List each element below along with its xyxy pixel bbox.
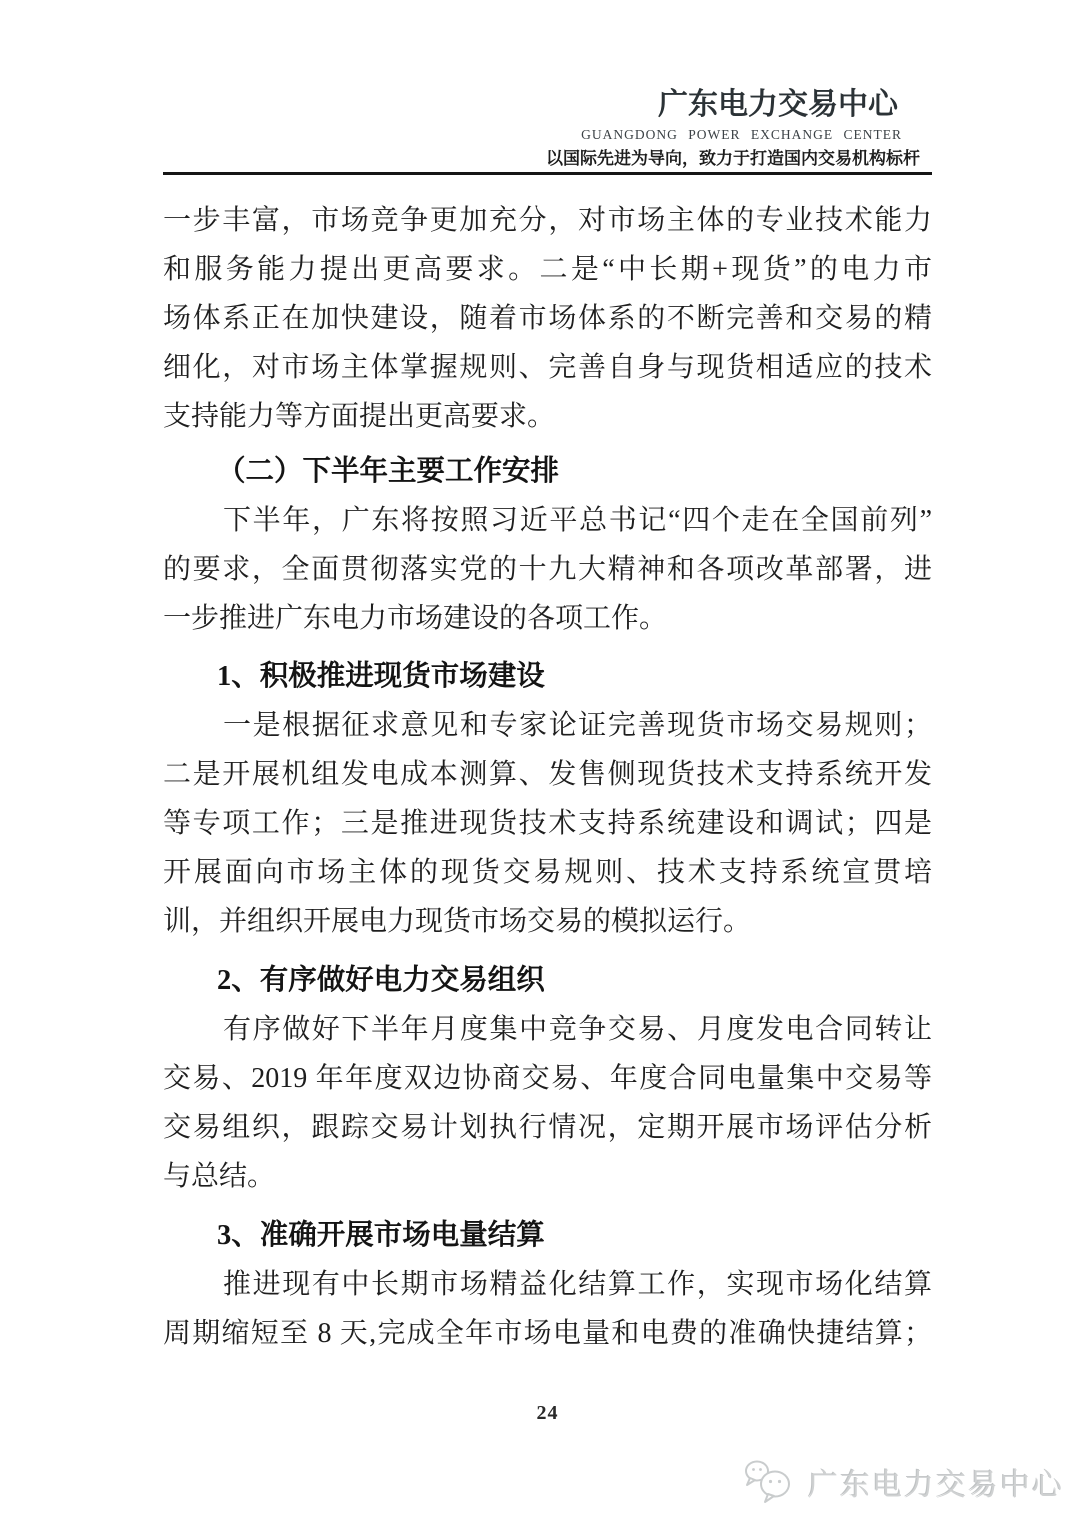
paragraph-line: 一是根据征求意见和专家论证完善现货市场交易规则； xyxy=(223,710,932,741)
letterhead xyxy=(163,0,932,175)
item-heading-2: 2、有序做好电力交易组织 xyxy=(217,965,545,996)
org-tagline: 以国际先进为导向，致力于打造国内交易机构标杆 xyxy=(546,149,920,168)
paragraph-line: 开展面向市场主体的现货交易规则、技术支持系统宣贯培 xyxy=(163,857,932,888)
wechat-icon xyxy=(742,1458,798,1506)
paragraph-line: 场体系正在加快建设，随着市场体系的不断完善和交易的精 xyxy=(163,303,932,334)
paragraph-line: 一步推进广东电力市场建设的各项工作。 xyxy=(163,603,668,634)
document-body xyxy=(163,196,932,1358)
paragraph-line: 训，并组织开展电力现货市场交易的模拟运行。 xyxy=(163,906,752,937)
paragraph-line: 有序做好下半年月度集中竞争交易、月度发电合同转让 xyxy=(223,1014,932,1045)
item-heading-3: 3、准确开展市场电量结算 xyxy=(217,1220,545,1251)
paragraph-line: 和服务能力提出更高要求。二是“中长期+现货”的电力市 xyxy=(163,254,932,285)
watermark-org-name: 广东电力交易中心 xyxy=(808,1469,1064,1502)
org-title: 广东电力交易中心 xyxy=(658,88,898,121)
org-subtitle-english: GUANGDONG POWER EXCHANGE CENTER xyxy=(581,127,902,142)
paragraph-line: 推进现有中长期市场精益化结算工作，实现市场化结算 xyxy=(223,1269,932,1300)
paragraph-line: 下半年，广东将按照习近平总书记“四个走在全国前列” xyxy=(223,505,932,536)
paragraph-line: 细化，对市场主体掌握规则、完善自身与现货相适应的技术 xyxy=(163,352,932,383)
paragraph-line: 交易组织，跟踪交易计划执行情况，定期开展市场评估分析 xyxy=(163,1112,932,1143)
paragraph-line: 交易、2019 年年度双边协商交易、年度合同电量集中交易等 xyxy=(163,1063,932,1094)
page-number: 24 xyxy=(536,1402,559,1424)
paragraph-line: 周期缩短至 8 天,完成全年市场电量和电费的准确快捷结算； xyxy=(163,1318,932,1349)
paragraph-line: 一步丰富，市场竞争更加充分，对市场主体的专业技术能力 xyxy=(163,205,932,236)
content-column xyxy=(163,0,932,1358)
footer-watermark xyxy=(742,1458,1064,1506)
paragraph-line: 的要求，全面贯彻落实党的十九大精神和各项改革部署，进 xyxy=(163,554,932,585)
paragraph-line: 与总结。 xyxy=(163,1161,276,1192)
paragraph-line: 等专项工作；三是推进现货技术支持系统建设和调试；四是 xyxy=(163,808,932,839)
paragraph-line: 支持能力等方面提出更高要求。 xyxy=(163,401,556,432)
section-heading: （二）下半年主要工作安排 xyxy=(217,456,560,487)
paragraph-line: 二是开展机组发电成本测算、发售侧现货技术支持系统开发 xyxy=(163,759,932,790)
item-heading-1: 1、积极推进现货市场建设 xyxy=(217,661,545,692)
